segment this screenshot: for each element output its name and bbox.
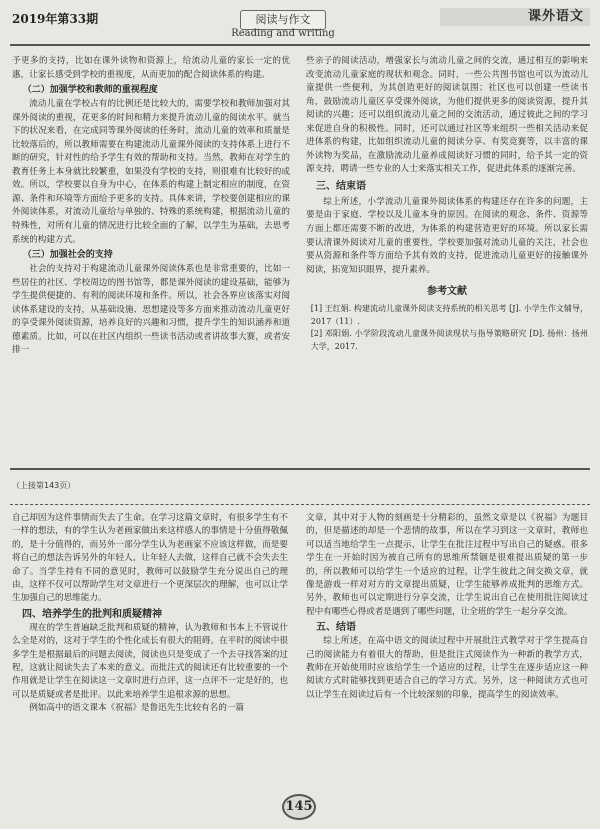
- paragraph: 予更多的支持，比如在课外读物和资源上，给流动儿童的家长一定的优惠，让家长感受到学校的重视度，从而更加的配合阅读体系的构建。: [12, 56, 290, 80]
- paragraph: 文章，其中对于人物的刻画是十分精彩的，虽然文章是以《祝福》为题目的，但是描述的却是一个悲情的故事，所以在学习到这一文章时，教师也可以适当地给学生一点提示，让学生在批注过程中写出自己的疑惑。很多学生在一开始时因为被自己所有的思维所禁锢是很难提出质疑的第一步的，所以教师可以给学生一个适应的过程，让学生彼此之间交换文章，就像是游戏一样对对方的文章提出质疑，让学生能够养成批判的思维方式。另外，教师也可以定期进行分享交流，让学生说出自己在使用批注阅读过程中有哪些心得或者是遇到了哪些问题，让全班的学生一起分享交流。: [306, 513, 588, 617]
- references-title: 参考文献: [427, 286, 467, 298]
- paragraph: 社会的支持对于构建流动儿童课外阅读体系也是非常重要的，比如一些居住的社区、学校周边的图书馆等，都是课外阅读的建设基础，能够为学生提供便捷的、有利的阅读环境和条件。所以，社会各界应该落实对阅读体系建设的支持，从基础设施、思想建设等多方面来推动流动儿童更好的享受课外阅读资源，培养良好的兴趣和习惯，提升学生的知识涵养和道德素质。比如，可以在社区内组织一些读书活动或者讲故事大赛，或者安排一: [12, 264, 290, 356]
- column-name-english: Reading and writing: [231, 28, 335, 39]
- top-right-column: [306, 55, 588, 353]
- paragraph: 例如高中的语文课本《祝福》是鲁迅先生比较有名的一篇: [29, 703, 245, 714]
- reference-item: [2] 邓阳娟. 小学阶段流动儿童课外阅读现状与指导策略研究 [D]. 扬州：扬州大学，2017.: [310, 329, 588, 351]
- bottom-right-column: [306, 512, 588, 702]
- section-heading: 五、结语: [316, 622, 356, 634]
- header-rule: [10, 44, 590, 46]
- paragraph: 综上所述，小学流动儿童课外阅读体系的构建还存在许多的问题，主要是由于家庭、学校以及儿童本身的原因。在阅读的观念、条件、资源等方面上都还需要不断的改进，为体系的构建营造更好的环境。所以家长需要认清课外阅读对儿童的重要性，学校要加强对流动儿童的关注，社会也要从资源和条件等方面给予其有效的支持，促进流动儿童更好的接触课外阅读，拓宽知识眼界，提升素养。: [306, 196, 588, 275]
- publication-logo: 课外语文: [440, 8, 590, 26]
- paragraph: 综上所述，在高中语文的阅读过程中开展批注式教学对于学生提高自己的阅读能力有着很大的帮助，但是批注式阅读作为一种新的教学方式，教师在开始使用时应该给学生一个适应的过程，让学生在逐步适应这一种阅读方式时能够找到更适合自己的学习方式。另外，这一种阅读方式也可以让学生在阅读过后有一个比较深刻的印象，提高学生的阅读效率。: [306, 636, 588, 700]
- page-header: [0, 0, 600, 42]
- paragraph: 流动儿童在学校占有的比例还是比较大的，需要学校和教师加强对其课外阅读的重视，花更多的时间和精力来提升流动儿童的阅读水平。就当下的状况来看，在完成同等课外阅读的任务时，流动儿童的效率和质量是比较落后的，所以教师需要在构建流动儿童课外阅读的支持体系上进行不断的研究，针对性的给予学生有效的帮助和支持。当然，教师在对学生的教育任务上本身就比较繁重，如果没有学校的支持，则很难有比较好的成效。所以，学校要以自身为中心，在体系的构建上制定相应的制度，在资源、条件和环境等方面给予更多的支持。具体来讲，学校要创建相应的课外阅读体系，对流动儿童给与单独的、特殊的系统构建，根据流动儿童的特殊性，对所有儿童的情况进行比较全面的了解，以学生为基础，去思考系统的构建方式。: [12, 99, 290, 245]
- section-divider: [10, 468, 590, 470]
- top-left-column: [12, 55, 290, 358]
- column-name: 阅读与作文: [240, 10, 326, 30]
- section-heading: 三、结束语: [316, 180, 366, 192]
- issue-label: 2019年第33期: [12, 12, 99, 26]
- reference-item: [1] 王红娟. 构建流动儿童课外阅读支持系统的相关思考 [J]. 小学生作文辅导，2017（11）.: [310, 304, 588, 326]
- section-heading: （二）加强学校和教师的重视程度: [22, 85, 158, 96]
- paragraph: 现在的学生普遍缺乏批判和质疑的精神，认为教师和书本上不管说什么全是对的，这对于学生的个性化成长有很大的阻碍。在平时的阅读中很多学生是根据最后的问题去阅读，阅读也只是变成了一个去寻找答案的过程，这就让阅读失去了本来的意义。而批注式的阅读还有比较重要的一个作用就是让学生在阅读这一文章时进行点评，这一点评不一定是好的，也可以是质疑或者是批评。以此来培养学生追根求源的思想。: [12, 622, 288, 700]
- section-heading: （三）加强社会的支持: [22, 250, 113, 261]
- continued-from-label: （上接第143页）: [12, 481, 76, 490]
- section-heading: 四、培养学生的批判和质疑精神: [22, 608, 162, 620]
- page-number: 145: [282, 794, 316, 820]
- paragraph: 些亲子的阅读活动，增强家长与流动儿童之间的交流，通过相互的影响来改变流动儿童家庭的现状和观念。同时，一些公共图书馆也可以为流动儿童提供一些便利，为其创造更好的阅读氛围；社区也可以创建一些读书角，鼓励流动儿童区享受课外阅读，为他们提供更多的阅读资源，提升其阅读的兴趣；还可以组织流动儿童之间的交流活动，通过彼此之间的学习来促进自身的积极性。同时，还可以通过社区等来组织一些相关活动来促进体系的构建，比如组织流动儿童的阅读分享、有奖竞赛等，以丰富的课外读物为奖品，在激励流动儿童养成阅读好习惯的同时，给予其一定的资源支持，聘请一些专业的人士来落实相关工作，促进此体系的逐渐完善。: [306, 56, 588, 175]
- dashed-divider: [10, 504, 590, 505]
- bottom-left-column: [12, 512, 288, 716]
- paragraph: 自己却因为这件事情而失去了生命。在学习这篇文章时，有很多学生有不一样的想法，有的学生认为老画家做出来这样感人的事情是十分值得敬佩的，是十分值得的，而另外一部分学生认为老画家不应该这样做，而是要将自己的想法告诉另外的年轻人，让年轻人去做，这样自己就不会失去生命了。当学生持有不同的意见时，教师可以鼓励学生充分说出自己的理由，这样不仅可以帮助学生对文章进行一个更深层次的理解，也可以让学生加强自己的思维能力。: [12, 513, 288, 604]
